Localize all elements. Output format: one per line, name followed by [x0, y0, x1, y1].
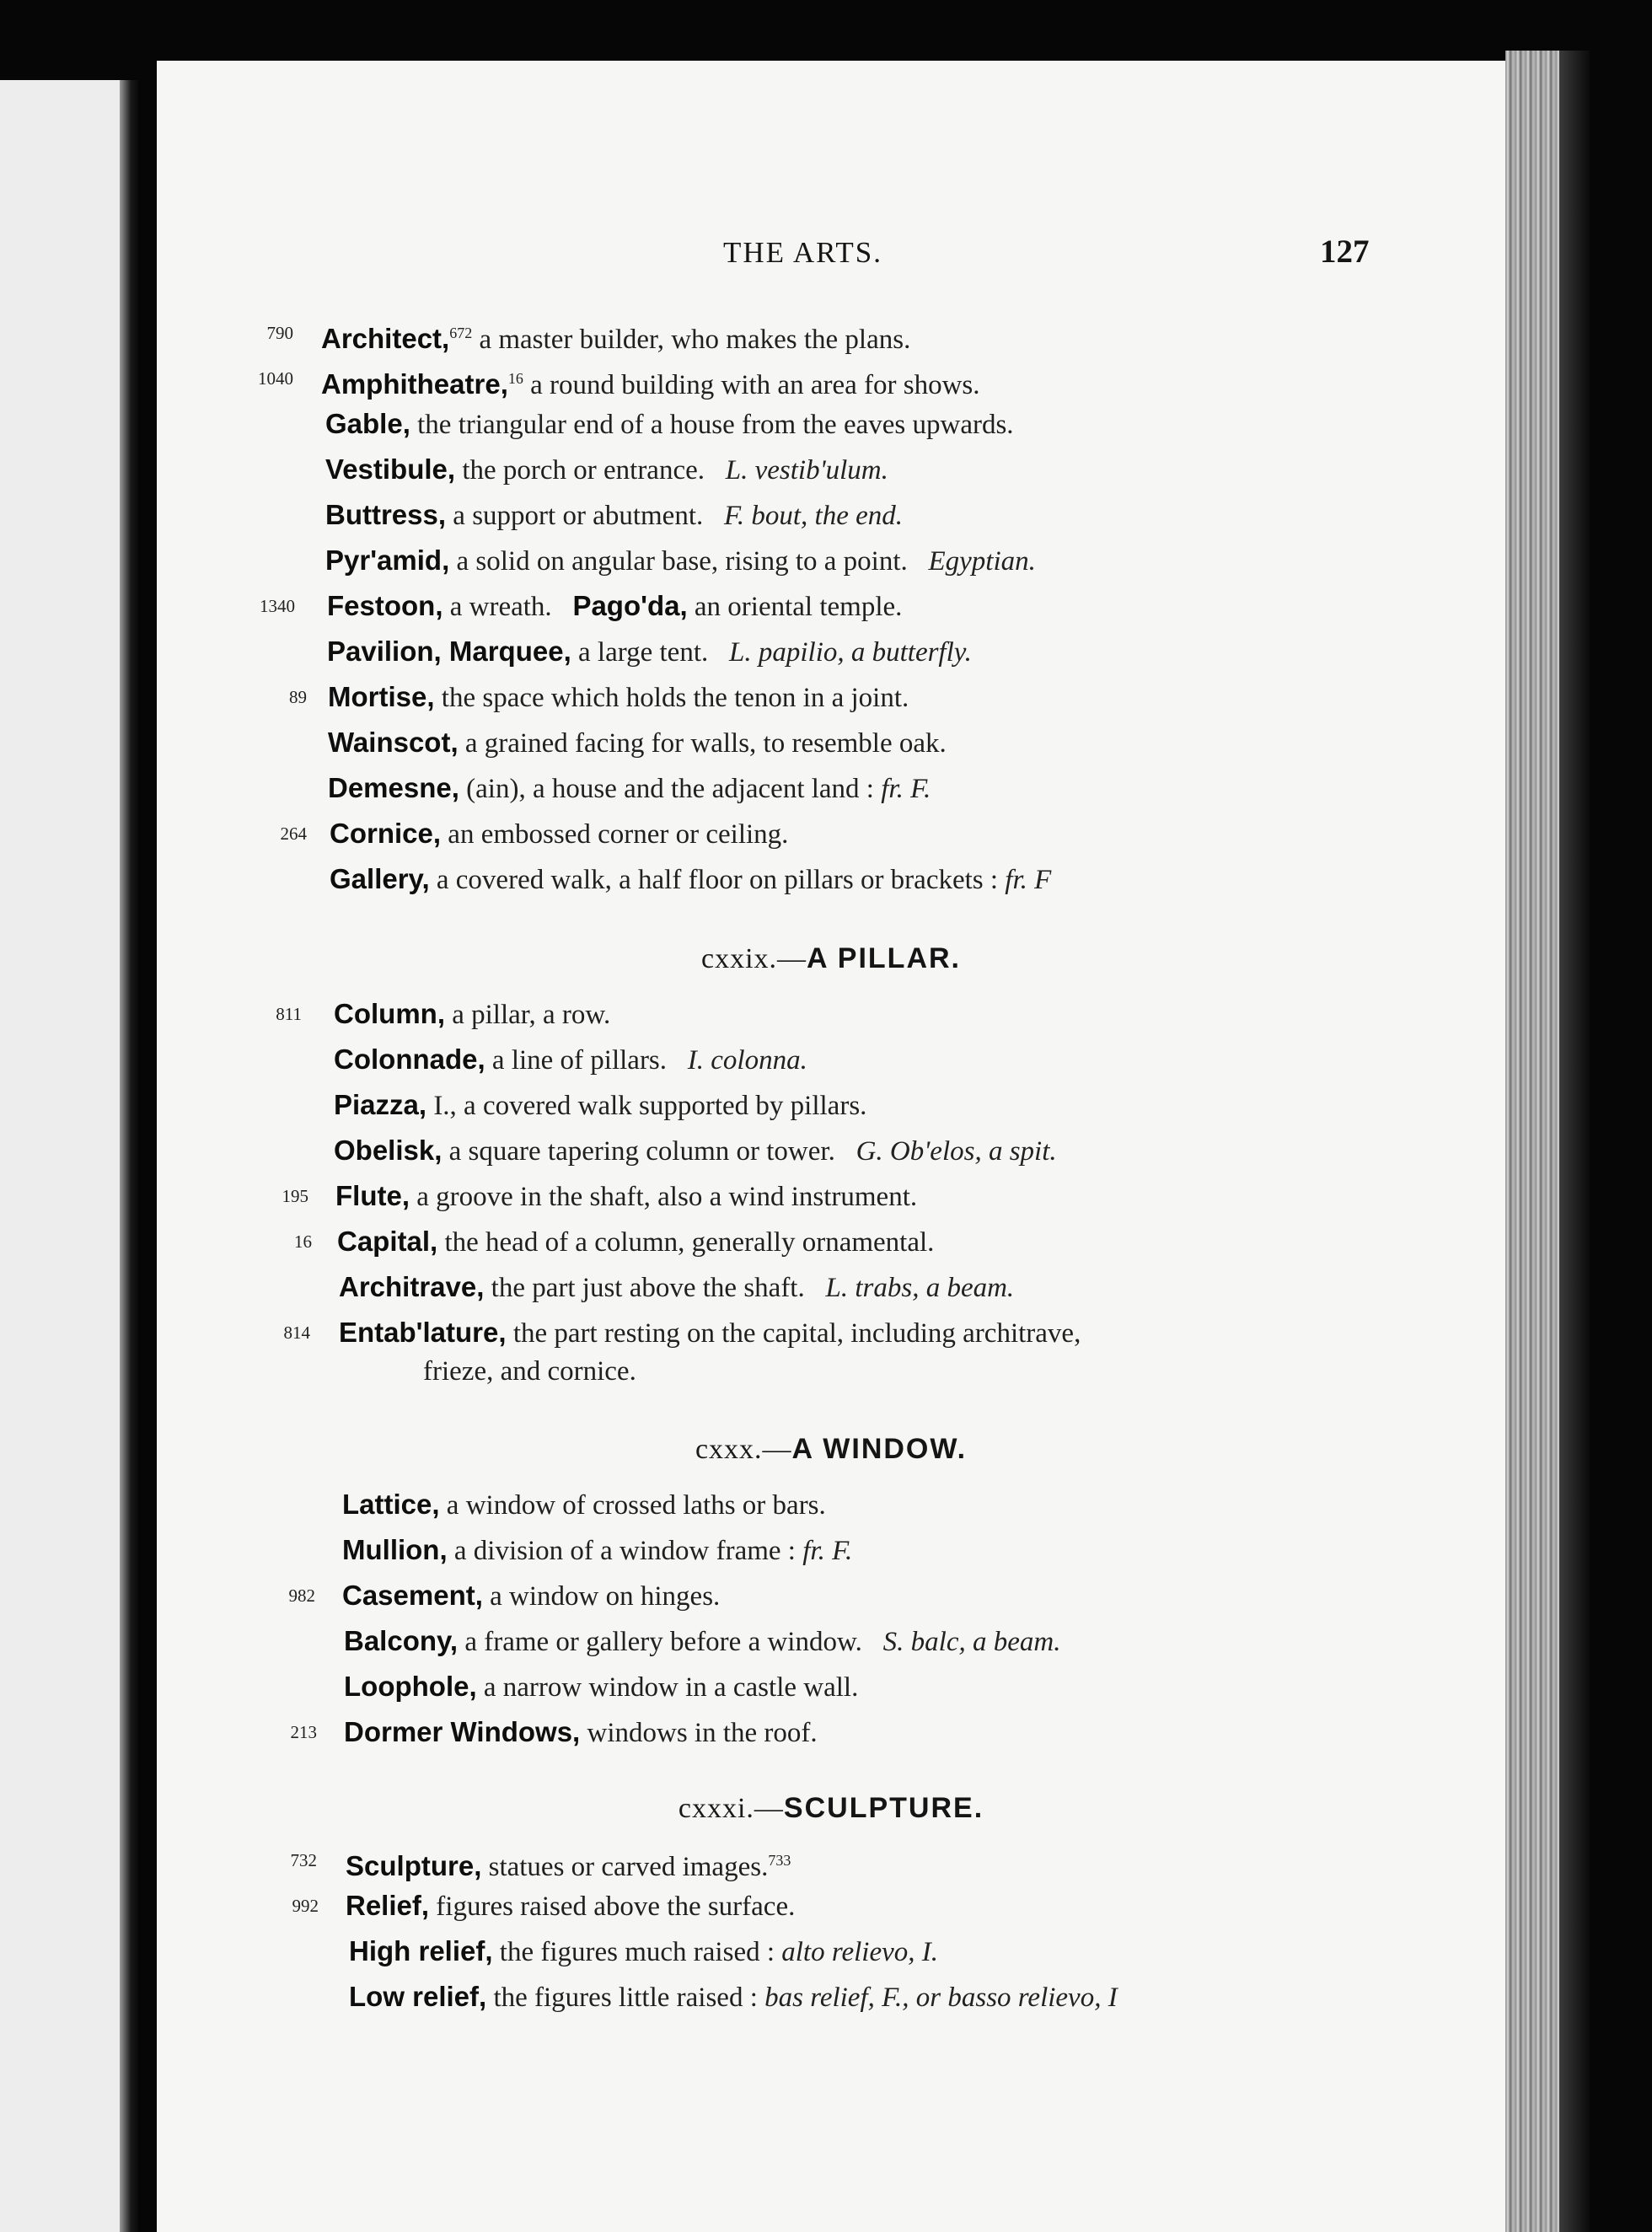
entry — [157, 1529, 1505, 1571]
entry-term: Balcony, — [344, 1625, 459, 1656]
entry-term: Loophole, — [344, 1671, 477, 1702]
entry-term: Colonnade, — [334, 1044, 485, 1075]
entry — [157, 1221, 1505, 1263]
section-number: cxxx.— — [695, 1434, 792, 1465]
book-cover-edge — [1559, 51, 1590, 2232]
entry — [157, 1484, 1505, 1526]
entry-definition: a window of crossed laths or bars. — [439, 1490, 826, 1521]
ref-superscript: 733 — [768, 1852, 791, 1869]
ref-superscript: 16 — [507, 370, 523, 387]
entry-ref-number: 1040 — [258, 368, 293, 389]
entry-etymology: Egyptian. — [928, 546, 1036, 577]
entry — [157, 993, 1505, 1035]
entry — [157, 1312, 1505, 1354]
entry-term: Pago'da, — [572, 590, 688, 621]
section-heading — [157, 1787, 1505, 1829]
page-stack-edge — [1505, 51, 1559, 2232]
entry-term: Demesne, — [328, 772, 459, 803]
entry-definition: the figures much raised : — [492, 1937, 775, 1967]
section-number: cxxxi.— — [678, 1793, 784, 1824]
entry-etymology: L. vestib'ulum. — [725, 455, 888, 486]
entry-term: Entab'lature, — [339, 1317, 507, 1348]
entry-definition: the porch or entrance. — [455, 455, 705, 486]
entry-definition: frieze, and cornice. — [423, 1356, 636, 1387]
entry-term: Obelisk, — [334, 1135, 442, 1166]
entry-definition: a frame or gallery before a window. — [458, 1627, 862, 1657]
entry — [157, 858, 1505, 900]
entry-term: Mortise, — [328, 681, 435, 712]
entry-term: Mullion, — [342, 1534, 448, 1565]
entry-term: Flute, — [335, 1180, 410, 1211]
entry-definition: a round building with an area for shows. — [523, 370, 980, 400]
entry-etymology: L. trabs, a beam. — [825, 1273, 1015, 1303]
entry — [157, 1885, 1505, 1927]
entry — [157, 494, 1505, 536]
entry-term: Festoon, — [327, 590, 443, 621]
section-heading — [157, 937, 1505, 979]
entry-definition: statues or carved images. — [481, 1852, 769, 1882]
entry-definition: a master builder, who makes the plans. — [472, 325, 911, 355]
entry-etymology: L. papilio, a butterfly. — [729, 637, 972, 668]
entry-definition: the figures little raised : — [486, 1983, 758, 2013]
entry-etymology: G. Ob'elos, a spit. — [856, 1136, 1057, 1167]
entry-definition: I., a covered walk supported by pillars. — [426, 1091, 867, 1121]
entry-ref-number: 1340 — [260, 596, 295, 616]
entry-term: Gallery, — [330, 863, 430, 894]
entry-term: Low relief, — [349, 1981, 487, 2012]
entry — [157, 448, 1505, 491]
entry — [157, 1575, 1505, 1617]
entry-definition: a large tent. — [571, 637, 709, 668]
entry-definition: a window on hinges. — [482, 1581, 721, 1612]
entry — [157, 1084, 1505, 1126]
entry-definition: the part resting on the capital, including architrave, — [506, 1318, 1081, 1349]
entry-term: Casement, — [342, 1580, 483, 1611]
entry — [157, 1038, 1505, 1081]
entry-term: Buttress, — [325, 499, 447, 530]
entry-ref-number: 790 — [266, 323, 293, 343]
book-page — [157, 61, 1505, 2232]
entry — [157, 630, 1505, 673]
section-number: cxxix.— — [701, 943, 807, 974]
entry — [157, 722, 1505, 764]
entry-definition: a wreath. — [442, 592, 552, 622]
entry-definition: a pillar, a row. — [444, 1000, 611, 1030]
page-number: 127 — [1320, 233, 1370, 270]
entry-ref-number: 732 — [290, 1850, 317, 1870]
entry-definition: a grained facing for walls, to resemble oak. — [458, 728, 947, 759]
entry-etymology: F. bout, the end. — [723, 501, 904, 531]
entry-definition: (ain), a house and the adjacent land : — [459, 774, 874, 804]
section-title: SCULPTURE. — [783, 1792, 984, 1824]
entry — [157, 357, 1505, 400]
entry-etymology: S. balc, a beam. — [882, 1627, 1061, 1657]
running-head: THE ARTS. — [723, 236, 882, 269]
facing-page-margin — [0, 80, 126, 2232]
entry-term: Pyr'amid, — [325, 545, 450, 576]
entry-ref-number: 982 — [288, 1585, 315, 1606]
entry-ref-number: 992 — [292, 1896, 319, 1916]
entry-etymology: fr. F — [1005, 865, 1052, 895]
entry-term: Capital, — [337, 1226, 438, 1257]
entry-term: Dormer Windows, — [344, 1716, 581, 1747]
book-gutter — [120, 80, 138, 2232]
entry-ref-number: 811 — [276, 1004, 302, 1024]
entry — [157, 1711, 1505, 1753]
entry-term: Pavilion, Marquee, — [327, 636, 571, 667]
entry-definition: the part just above the shaft. — [484, 1273, 805, 1303]
entry-definition: the head of a column, generally ornamental. — [437, 1227, 935, 1258]
entry — [157, 1129, 1505, 1172]
entry-etymology: fr. F. — [802, 1536, 853, 1566]
entry-ref-number: 814 — [283, 1323, 310, 1343]
entry-term: Piazza, — [334, 1089, 427, 1120]
entry-definition: a division of a window frame : — [447, 1536, 796, 1566]
entry-term: Amphitheatre, — [321, 368, 508, 400]
section-title: A WINDOW. — [791, 1433, 968, 1465]
entry — [157, 1930, 1505, 1972]
entry-definition: a support or abutment. — [446, 501, 704, 531]
entry — [157, 585, 1505, 627]
entry-definition: windows in the roof. — [580, 1718, 818, 1748]
section-heading — [157, 1428, 1505, 1470]
entry-etymology: bas relief, F., or basso relievo, I — [764, 1983, 1118, 2013]
entry — [157, 676, 1505, 718]
section-title: A PILLAR. — [807, 942, 961, 974]
entry-ref-number: 16 — [294, 1231, 312, 1252]
entry-definition: a groove in the shaft, also a wind instrument. — [410, 1182, 918, 1212]
entry — [157, 1266, 1505, 1308]
entry-ref-number: 213 — [290, 1722, 317, 1742]
entry-term: Vestibule, — [325, 453, 456, 485]
entry — [157, 813, 1505, 855]
entry-ref-number: 89 — [289, 687, 307, 707]
entry-term: Gable, — [325, 408, 410, 439]
entry — [157, 312, 1505, 354]
entry-term: Architrave, — [339, 1271, 485, 1302]
entry — [157, 403, 1505, 445]
entry-term: Sculpture, — [346, 1850, 482, 1881]
entry — [157, 767, 1505, 809]
entry — [157, 539, 1505, 582]
entry-etymology: I. colonna. — [687, 1045, 807, 1076]
entry-definition: an embossed corner or ceiling. — [441, 819, 789, 850]
entry-definition: a line of pillars. — [485, 1045, 668, 1076]
entry-definition: an oriental temple. — [687, 592, 903, 622]
page-header — [157, 233, 1505, 287]
entry-definition: figures raised above the surface. — [429, 1891, 796, 1922]
entry-definition: a square tapering column or tower. — [442, 1136, 835, 1167]
entry — [157, 1976, 1505, 2018]
entry-term: Column, — [334, 998, 445, 1029]
entry — [157, 1839, 1505, 1881]
entry-definition: a solid on angular base, rising to a point. — [449, 546, 908, 577]
ref-superscript: 672 — [449, 325, 473, 341]
entry-definition: a covered walk, a half floor on pillars or brackets : — [429, 865, 999, 895]
entry-term: Relief, — [346, 1890, 430, 1921]
entry-definition: a narrow window in a castle wall. — [476, 1672, 859, 1703]
entry-etymology: fr. F. — [881, 774, 931, 804]
entry-term: Cornice, — [330, 818, 442, 849]
entry-definition: the space which holds the tenon in a joint. — [434, 683, 909, 713]
entry-term: Architect, — [321, 323, 450, 354]
entry-ref-number: 195 — [282, 1186, 308, 1206]
entry-term: High relief, — [349, 1935, 493, 1966]
entry-term: Lattice, — [342, 1489, 440, 1520]
entry-definition: the triangular end of a house from the eaves upwards. — [410, 410, 1014, 440]
entry-ref-number: 264 — [280, 824, 307, 844]
entry — [157, 1175, 1505, 1217]
entry-term: Wainscot, — [328, 727, 459, 758]
entry — [157, 1620, 1505, 1662]
entry — [157, 1666, 1505, 1708]
entry-etymology: alto relievo, I. — [781, 1937, 938, 1967]
entry-continuation — [157, 1350, 1505, 1392]
